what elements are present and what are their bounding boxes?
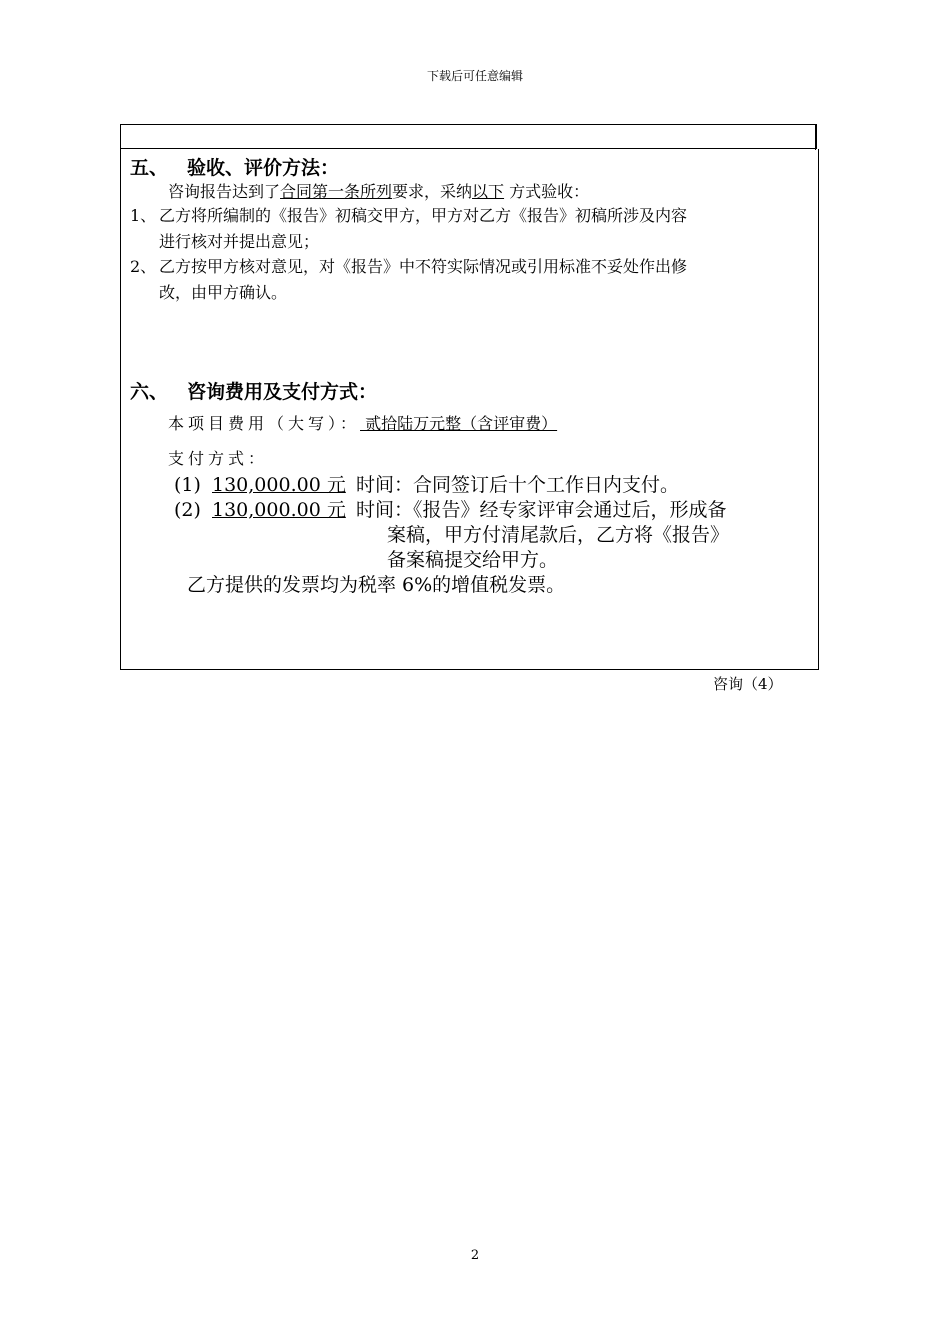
page-header: 下载后可任意编辑 bbox=[426, 69, 523, 83]
item-text: 乙方将所编制的《报告》初稿交甲方，甲方对乙方《报告》初稿所涉及内容 bbox=[159, 206, 688, 225]
intro-underlined: 合同第一条所列 bbox=[280, 182, 393, 201]
section5-item1-cont: 进行核对并提出意见； bbox=[159, 232, 320, 251]
payment-row bbox=[174, 470, 679, 497]
section5-intro bbox=[168, 179, 589, 202]
intro-text: 方式验收： bbox=[504, 182, 590, 201]
fee-value: 贰拾陆万元整（含评审费） bbox=[360, 414, 558, 433]
fee-label: 本项目费用（大写）： bbox=[168, 414, 361, 433]
item-number: 2、 bbox=[130, 257, 157, 276]
table-top-row bbox=[120, 124, 817, 149]
item-text: 乙方按甲方核对意见，对《报告》中不符实际情况或引用标准不妥处作出修 bbox=[159, 257, 688, 276]
intro-text: 要求，采纳 bbox=[392, 182, 473, 201]
payment-index: (2) bbox=[174, 499, 201, 521]
payment-time: 时间：合同签订后十个工作日内支付。 bbox=[356, 474, 680, 496]
payment-index: (1) bbox=[174, 474, 201, 496]
payment-time-cont: 备案稿提交给甲方。 bbox=[387, 549, 559, 571]
page-number: 2 bbox=[470, 1248, 480, 1263]
table-divider bbox=[815, 124, 816, 150]
section6-heading bbox=[130, 377, 377, 404]
section6-number: 六、 bbox=[130, 381, 169, 403]
payment-time: 时间：《报告》经专家评审会通过后，形成备 bbox=[356, 499, 727, 521]
footer-note: 咨询（4） bbox=[713, 675, 783, 693]
section6-title: 咨询费用及支付方式： bbox=[187, 381, 378, 403]
item-number: 1、 bbox=[130, 206, 157, 225]
payment-method-label: 支付方式： bbox=[168, 449, 269, 468]
section5-item1 bbox=[130, 203, 687, 226]
section5-number: 五、 bbox=[130, 157, 169, 179]
invoice-note: 乙方提供的发票均为税率 6%的增值税发票。 bbox=[187, 574, 566, 596]
intro-text: 咨询报告达到了 bbox=[168, 182, 281, 201]
section5-item2-cont: 改，由甲方确认。 bbox=[159, 283, 288, 302]
payment-amount: 130,000.00 元 bbox=[212, 474, 346, 496]
payment-row bbox=[174, 495, 727, 522]
intro-underlined: 以下 bbox=[472, 182, 505, 201]
payment-amount: 130,000.00 元 bbox=[212, 499, 346, 521]
section5-heading bbox=[130, 153, 339, 180]
payment-time-cont: 案稿，甲方付清尾款后，乙方将《报告》 bbox=[387, 524, 730, 546]
section5-item2 bbox=[130, 254, 687, 277]
fee-line bbox=[168, 411, 557, 434]
section5-title: 验收、评价方法： bbox=[187, 157, 340, 179]
